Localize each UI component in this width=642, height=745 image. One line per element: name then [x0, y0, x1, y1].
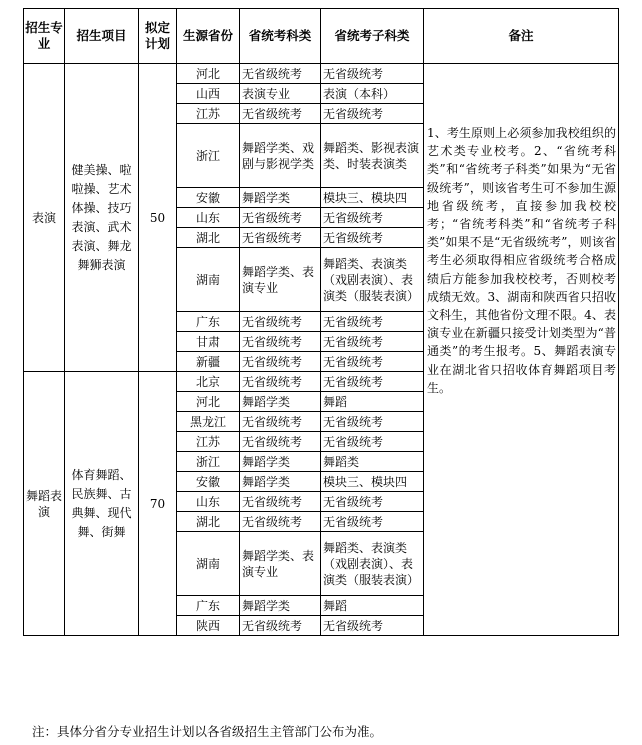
- subcategory-cell: 舞蹈: [321, 596, 424, 616]
- header-subcategory: 省统考子科类: [321, 9, 424, 64]
- subcategory-cell: 无省级统考: [321, 432, 424, 452]
- category-cell: 无省级统考: [240, 512, 321, 532]
- subcategory-cell: 舞蹈类、表演类（戏剧表演）、表演类（服装表演）: [321, 248, 424, 312]
- items-cell: 体育舞蹈、民族舞、古典舞、现代舞、街舞: [65, 372, 139, 636]
- province-cell: 山东: [177, 492, 240, 512]
- category-cell: 舞蹈学类、戏剧与影视学类: [240, 124, 321, 188]
- category-cell: 舞蹈学类、表演专业: [240, 532, 321, 596]
- province-cell: 河北: [177, 64, 240, 84]
- subcategory-cell: 模块三、模块四: [321, 472, 424, 492]
- category-cell: 舞蹈学类: [240, 392, 321, 412]
- subcategory-cell: 无省级统考: [321, 208, 424, 228]
- province-cell: 湖南: [177, 532, 240, 596]
- subcategory-cell: 表演（本科）: [321, 84, 424, 104]
- category-cell: 无省级统考: [240, 432, 321, 452]
- province-cell: 江苏: [177, 432, 240, 452]
- category-cell: 无省级统考: [240, 228, 321, 248]
- province-cell: 山东: [177, 208, 240, 228]
- category-cell: 无省级统考: [240, 104, 321, 124]
- subcategory-cell: 舞蹈类: [321, 452, 424, 472]
- subcategory-cell: 舞蹈类、表演类（戏剧表演）、表演类（服装表演）: [321, 532, 424, 596]
- province-cell: 湖北: [177, 228, 240, 248]
- subcategory-cell: 舞蹈类、影视表演类、时装表演类: [321, 124, 424, 188]
- notes-cell: 1、考生原则上必须参加我校组织的艺术类专业校考。2、“省统考科类”和“省统考子科类”如果为“无省级统考”，则该省考生可不参加生源地省级统考，直接参加我校校考；“省统考科类”和“省统考子科类”如果不是“无省级统考”，则该省考生必须取得相应省级统考合格成绩后方能参加我校校考，否则校考成绩无效。3、湖南和陕西省只招收文科生，其他省份文理不限。4、表演专业在新疆只接受计划类型为“普通类”的考生报考。5、舞蹈表演专业在湖北省只招收体育舞蹈项目考生。: [424, 64, 619, 636]
- header-major: 招生专业: [24, 9, 65, 64]
- category-cell: 舞蹈学类: [240, 472, 321, 492]
- province-cell: 安徽: [177, 472, 240, 492]
- province-cell: 江苏: [177, 104, 240, 124]
- province-cell: 广东: [177, 596, 240, 616]
- province-cell: 山西: [177, 84, 240, 104]
- province-cell: 甘肃: [177, 332, 240, 352]
- header-notes: 备注: [424, 9, 619, 64]
- province-cell: 湖南: [177, 248, 240, 312]
- major-cell: 舞蹈表演: [24, 372, 65, 636]
- category-cell: 无省级统考: [240, 616, 321, 636]
- category-cell: 无省级统考: [240, 64, 321, 84]
- major-cell: 表演: [24, 64, 65, 372]
- category-cell: 无省级统考: [240, 312, 321, 332]
- footnote: 注：具体分省分专业招生计划以各省级招生主管部门公布为准。: [32, 724, 383, 739]
- header-category: 省统考科类: [240, 9, 321, 64]
- subcategory-cell: 无省级统考: [321, 616, 424, 636]
- province-cell: 湖北: [177, 512, 240, 532]
- province-cell: 安徽: [177, 188, 240, 208]
- province-cell: 黑龙江: [177, 412, 240, 432]
- province-cell: 浙江: [177, 124, 240, 188]
- admission-table: [23, 8, 619, 636]
- subcategory-cell: 无省级统考: [321, 64, 424, 84]
- province-cell: 新疆: [177, 352, 240, 372]
- category-cell: 舞蹈学类: [240, 188, 321, 208]
- subcategory-cell: 无省级统考: [321, 352, 424, 372]
- province-cell: 陕西: [177, 616, 240, 636]
- subcategory-cell: 舞蹈: [321, 392, 424, 412]
- subcategory-cell: 无省级统考: [321, 372, 424, 392]
- subcategory-cell: 无省级统考: [321, 312, 424, 332]
- province-cell: 北京: [177, 372, 240, 392]
- category-cell: 无省级统考: [240, 352, 321, 372]
- subcategory-cell: 无省级统考: [321, 412, 424, 432]
- subcategory-cell: 无省级统考: [321, 228, 424, 248]
- items-cell: 健美操、啦啦操、艺术体操、技巧表演、武术表演、舞龙舞狮表演: [65, 64, 139, 372]
- plan-cell: 70: [139, 372, 177, 636]
- subcategory-cell: 无省级统考: [321, 332, 424, 352]
- province-cell: 浙江: [177, 452, 240, 472]
- plan-cell: 50: [139, 64, 177, 372]
- subcategory-cell: 无省级统考: [321, 512, 424, 532]
- category-cell: 表演专业: [240, 84, 321, 104]
- category-cell: 无省级统考: [240, 332, 321, 352]
- category-cell: 舞蹈学类、表演专业: [240, 248, 321, 312]
- category-cell: 无省级统考: [240, 492, 321, 512]
- category-cell: 无省级统考: [240, 412, 321, 432]
- header-row: [24, 9, 619, 64]
- header-plan: 拟定计划: [139, 9, 177, 64]
- category-cell: 无省级统考: [240, 208, 321, 228]
- header-items: 招生项目: [65, 9, 139, 64]
- province-cell: 河北: [177, 392, 240, 412]
- subcategory-cell: 模块三、模块四: [321, 188, 424, 208]
- category-cell: 舞蹈学类: [240, 452, 321, 472]
- subcategory-cell: 无省级统考: [321, 104, 424, 124]
- subcategory-cell: 无省级统考: [321, 492, 424, 512]
- header-province: 生源省份: [177, 9, 240, 64]
- category-cell: 无省级统考: [240, 372, 321, 392]
- table-row: [24, 64, 619, 84]
- province-cell: 广东: [177, 312, 240, 332]
- category-cell: 舞蹈学类: [240, 596, 321, 616]
